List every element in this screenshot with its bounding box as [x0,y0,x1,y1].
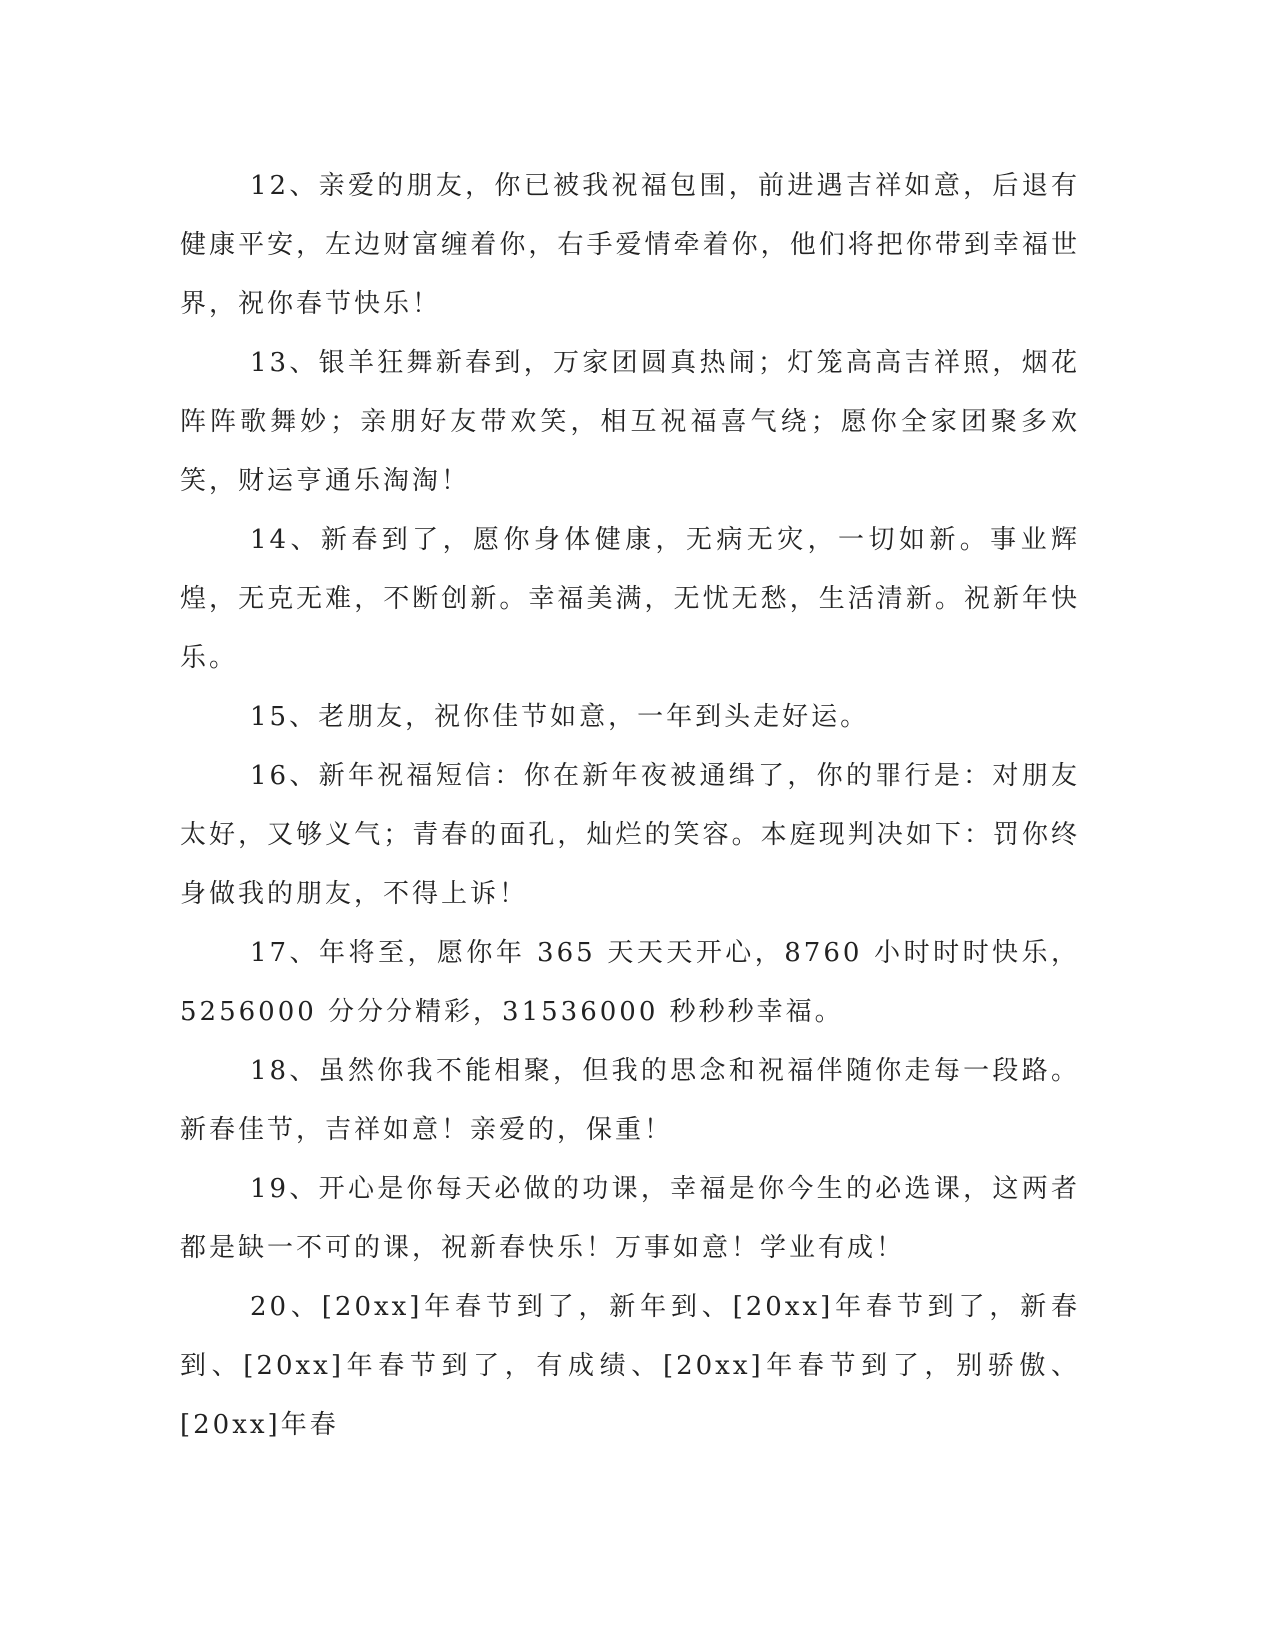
paragraph-15: 15、老朋友，祝你佳节如意，一年到头走好运。 [250,702,870,732]
paragraph-20: 20、[20xx]年春节到了，新年到、[20xx]年春节到了，新春到、[20xx]年春节到了，有成绩、[20xx]年春节到了，别骄傲、[20xx]年春 [180,1292,1080,1440]
paragraph-17: 17、年将至，愿你年 365 天天天开心，8760 小时时时快乐，5256000 分分分精彩，31536000 秒秒秒幸福。 [180,938,1080,1027]
document-body [180,157,1080,1455]
paragraph-16: 16、新年祝福短信：你在新年夜被通缉了，你的罪行是：对朋友太好，又够义气；青春的面孔，灿烂的笑容。本庭现判决如下：罚你终身做我的朋友，不得上诉！ [180,761,1080,909]
paragraph-19: 19、开心是你每天必做的功课，幸福是你今生的必选课，这两者都是缺一不可的课，祝新春快乐！万事如意！学业有成！ [180,1174,1080,1263]
paragraph-12: 12、亲爱的朋友，你已被我祝福包围，前进遇吉祥如意，后退有健康平安，左边财富缠着你，右手爱情牵着你，他们将把你带到幸福世界，祝你春节快乐！ [180,171,1080,319]
paragraph-18: 18、虽然你我不能相聚，但我的思念和祝福伴随你走每一段路。新春佳节，吉祥如意！亲爱的，保重！ [180,1056,1080,1145]
paragraph-14: 14、新春到了，愿你身体健康，无病无灾，一切如新。事业辉煌，无克无难，不断创新。幸福美满，无忧无愁，生活清新。祝新年快乐。 [180,525,1080,673]
paragraph-13: 13、银羊狂舞新春到，万家团圆真热闹；灯笼高高吉祥照，烟花阵阵歌舞妙；亲朋好友带欢笑，相互祝福喜气绕；愿你全家团聚多欢笑，财运亨通乐淘淘！ [180,348,1080,496]
